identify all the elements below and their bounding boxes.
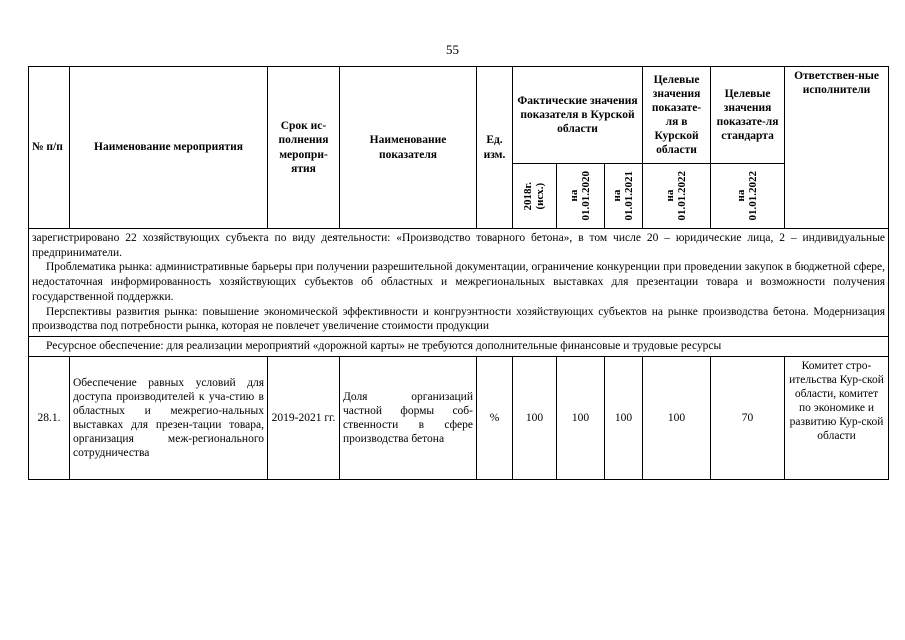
row-deadline: 2019-2021 гг.: [268, 356, 340, 479]
header-responsible: Ответствен-ные исполнители: [785, 67, 889, 229]
header-indicator: Наименование показателя: [340, 67, 477, 229]
row-responsible: Комитет стро-ительства Кур-ской области, комитет по экономике и развитию Кур-ской области: [785, 356, 889, 479]
header-sub-2020: на 01.01.2020: [568, 171, 593, 221]
table-row: [29, 356, 889, 479]
row-indicator: Доля организаций частной формы соб-ственности в сфере производства бетона: [340, 356, 477, 479]
row-target-region: 100: [643, 356, 711, 479]
header-sub-2018: 2018г. (исх.): [522, 181, 547, 211]
header-num: № п/п: [29, 67, 70, 229]
row-target-standard: 70: [711, 356, 785, 479]
roadmap-table: [28, 66, 889, 480]
header-event-name: Наименование мероприятия: [70, 67, 268, 229]
header-row-1: [29, 67, 889, 164]
narrative-row: [29, 229, 889, 337]
narrative-block: [29, 229, 889, 337]
header-sub-target-region: на 01.01.2022: [664, 171, 689, 221]
narrative-paragraph-3: Перспективы развития рынка: повышение экономической эффективности и конгруэнтности хозяйствующих субъектов на рынке производства бетона. Модернизация производства под потребности рынка, которая не повлечет увеличение стоимости продукции: [32, 305, 886, 333]
row-value-2018: 100: [513, 356, 557, 479]
header-unit: Ед. изм.: [477, 67, 513, 229]
row-unit: %: [477, 356, 513, 479]
header-deadline: Срок ис-полнения меропри-ятия: [268, 67, 340, 229]
row-value-2020: 100: [557, 356, 605, 479]
resources-row: [29, 337, 889, 357]
header-sub-target-standard: на 01.01.2022: [735, 171, 760, 221]
row-num: 28.1.: [29, 356, 70, 479]
header-target-region: Целевые значения показате-ля в Курской области: [643, 67, 711, 164]
narrative-paragraph-4: Ресурсное обеспечение: для реализации мероприятий «дорожной карты» не требуются дополнительные финансовые и трудовые ресурсы: [29, 337, 889, 357]
row-value-2021: 100: [605, 356, 643, 479]
page-number: 55: [446, 42, 459, 57]
narrative-paragraph-1: зарегистрировано 22 хозяйствующих субъекта по виду деятельности: «Производство товарного бетона», в том числе 20 – юридические лица, 2 – индивидуальные предприниматели.: [32, 232, 886, 259]
header-target-standard: Целевые значения показате-ля стандарта: [711, 67, 785, 164]
row-event: Обеспечение равных условий для доступа производителей к уча-стию в областных и межрегио-нальных выставках для презен-тации товара, организация меж-регионального сотрудничества: [70, 356, 268, 479]
header-sub-2021: на 01.01.2021: [611, 171, 636, 221]
narrative-paragraph-2: Проблематика рынка: административные барьеры при получении разрешительной документации, ограничение конкуренции при проведении закупок в бюджетной сфере, недостаточная информированность хозяйствующих субъектов об областных и межрегиональных выставках для презентации товара и возможности получения государственной поддержки.: [32, 261, 886, 303]
header-actual-values: Фактические значения показателя в Курской области: [513, 67, 643, 164]
